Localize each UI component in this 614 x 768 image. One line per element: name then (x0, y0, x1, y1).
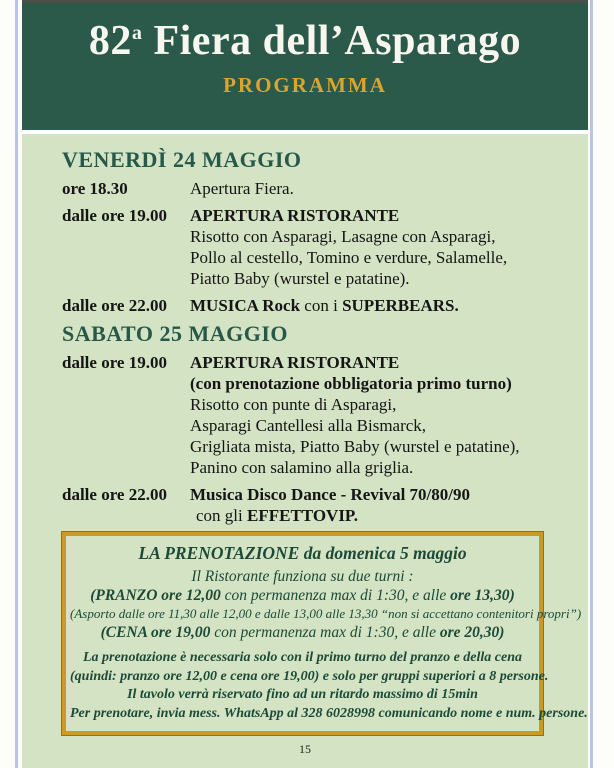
box-line (70, 705, 588, 724)
text-segment: MUSICA Rock (190, 296, 301, 315)
text-segment: Apertura Fiera. (190, 179, 294, 198)
text-segment: (PRANZO ore 12,00 (90, 587, 221, 604)
text-segment: Il Ristorante funziona su due turni : (191, 568, 414, 585)
day-heading: SABATO 25 MAGGIO (62, 321, 288, 346)
row-time: dalle ore 19.00 (62, 206, 167, 225)
schedule-row (22, 295, 588, 316)
detail-line (190, 178, 294, 199)
row-time: dalle ore 19.00 (62, 353, 167, 372)
text-segment: APERTURA RISTORANTE (190, 353, 400, 372)
programma-subtitle: PROGRAMMA (223, 73, 387, 97)
row-details (190, 484, 470, 526)
row-details (190, 205, 507, 289)
schedule-section (22, 148, 588, 316)
text-segment: Risotto con punte di Asparagi, (190, 395, 397, 414)
schedule-row (22, 178, 588, 199)
detail-line (190, 247, 507, 268)
text-segment: Musica Disco Dance - Revival 70/80/90 (190, 485, 470, 504)
text-segment: (con prenotazione obbligatoria primo turno) (190, 374, 512, 393)
text-segment: Asparagi Cantellesi alla Bismarck, (190, 416, 427, 435)
box-line (70, 542, 535, 564)
text-segment: La prenotazione è necessaria solo con il primo turno del pranzo e della cena (82, 650, 523, 665)
detail-line (190, 205, 507, 226)
detail-line (190, 352, 520, 373)
text-segment: EFFETTOVIP. (247, 506, 359, 525)
fair-title-number: 82 (88, 18, 132, 64)
text-segment: (Asporto dalle ore 11,30 alle 12,00 e dalle 13,00 alle 13,30 “non si accettano contenitori propri”) (70, 606, 582, 621)
detail-line (190, 295, 459, 316)
detail-line (190, 484, 470, 505)
reservation-box (62, 532, 588, 735)
text-segment: LA PRENOTAZIONE da domenica 5 maggio (138, 543, 467, 563)
text-segment: con i (300, 296, 343, 315)
text-segment: (quindi: pranzo ore 12,00 e cena ore 19,00) e solo per gruppi superiori a 8 persone. (70, 668, 549, 684)
text-segment: con permanenza max di 1:30, e alle (210, 624, 440, 641)
flyer-sheet (22, 0, 588, 768)
text-segment: con permanenza max di 1:30, e alle (220, 587, 451, 604)
text-segment: con gli (196, 506, 247, 525)
schedule-row (22, 352, 588, 478)
row-details (190, 178, 294, 199)
schedule-row (22, 484, 588, 526)
text-segment: ) (499, 624, 505, 641)
schedule-row (22, 205, 588, 289)
detail-line (190, 226, 507, 247)
program-body (22, 134, 588, 768)
text-segment: Pollo al cestello, Tomino e verdure, Salamelle, (190, 248, 508, 267)
page-number: 15 (299, 742, 311, 756)
schedule (22, 148, 588, 526)
text-segment: (CENA ore 19,00 (100, 624, 211, 641)
row-details (190, 352, 520, 478)
text-segment: ore 20,30 (439, 624, 500, 641)
row-time: ore 18.30 (62, 179, 128, 198)
box-line (70, 623, 535, 642)
fair-title-ordinal: a (131, 22, 143, 44)
text-segment: Piatto Baby (wurstel e patatine). (190, 269, 410, 288)
detail-line (190, 457, 520, 478)
text-segment: APERTURA RISTORANTE (190, 206, 400, 225)
box-line (70, 586, 535, 605)
text-segment: ) (509, 587, 515, 604)
box-line (70, 668, 549, 687)
fair-title (22, 3, 588, 65)
text-segment: Risotto con Asparagi, Lasagne con Asparagi, (190, 227, 496, 246)
row-time: dalle ore 22.00 (62, 485, 167, 504)
page-edge-right (590, 0, 593, 768)
schedule-section (22, 322, 588, 526)
page-edge-left (15, 0, 18, 768)
detail-line (190, 268, 507, 289)
detail-line (190, 394, 520, 415)
detail-line (190, 415, 520, 436)
text-segment: Panino con salamino alla griglia. (190, 458, 414, 477)
text-segment: Il tavolo verrà riservato fino ad un ritardo massimo di 15min (127, 687, 478, 702)
text-segment: Grigliata mista, Piatto Baby (wurstel e patatine), (190, 437, 520, 456)
detail-line (190, 436, 520, 457)
day-heading: VENERDÌ 24 MAGGIO (62, 147, 302, 172)
box-line (70, 686, 535, 705)
fair-title-text: Fiera dell’Asparago (142, 18, 522, 64)
header-banner (22, 0, 588, 130)
row-time: dalle ore 22.00 (62, 296, 167, 315)
detail-line (190, 505, 470, 526)
detail-line (190, 373, 520, 394)
row-details (190, 295, 459, 316)
text-segment: SUPERBEARS. (342, 296, 459, 315)
text-segment: ore 13,30 (450, 587, 510, 604)
box-line (70, 567, 535, 586)
text-segment: Per prenotare, invia mess. WhatsApp al 328 6028998 comunicando nome e num. persone. (70, 705, 588, 721)
box-line (70, 649, 535, 668)
box-line (70, 605, 582, 623)
